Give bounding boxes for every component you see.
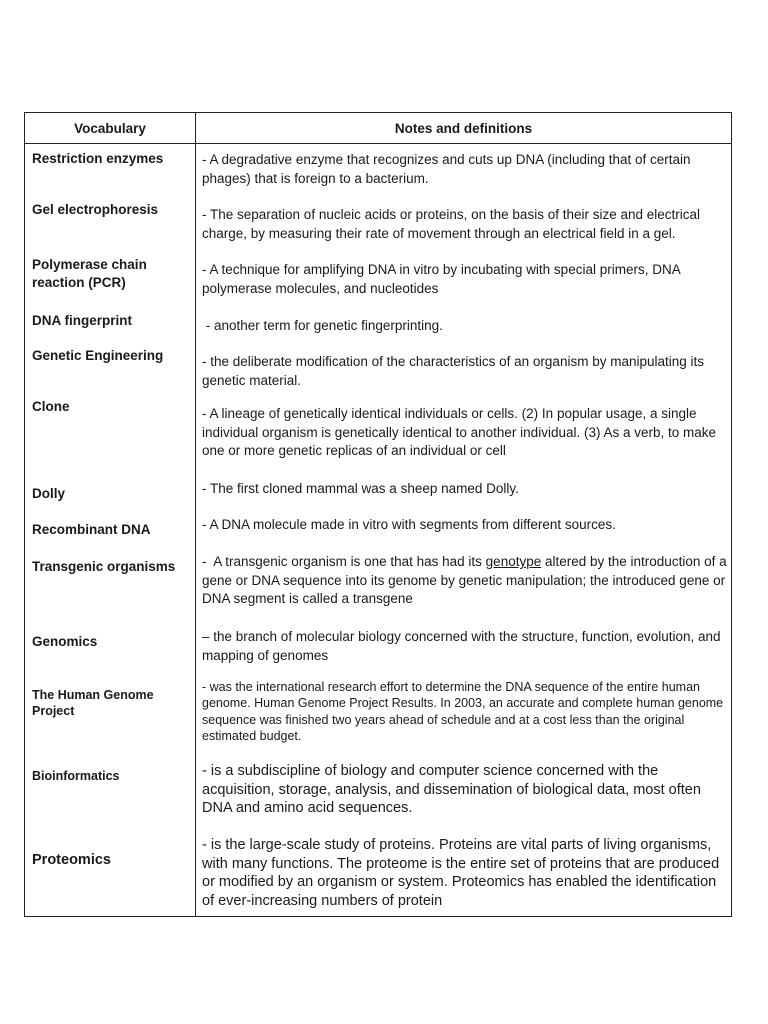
- definition-dna-fingerprint: - another term for genetic fingerprinting.: [202, 318, 443, 333]
- term-dolly: Dolly: [32, 486, 66, 501]
- term-restriction-enzymes: Restriction enzymes: [32, 151, 164, 166]
- definition-recombinant-dna: - A DNA molecule made in vitro with segments from different sources.: [202, 517, 616, 532]
- header-vocabulary: Vocabulary: [74, 120, 146, 136]
- term-clone: Clone: [32, 399, 70, 414]
- header-notes-and-definitions: Notes and definitions: [394, 120, 533, 136]
- vocabulary-table: [24, 112, 732, 917]
- column-divider: [195, 113, 196, 916]
- term-genomics: Genomics: [32, 634, 98, 649]
- term-human-genome-project: The Human Genome Project: [32, 688, 154, 718]
- definition-clone: - A lineage of genetically identical individuals or cells. (2) In popular usage, a single individual organism is genetically identical to another individual. (3) As a verb, to make one or more genetic replicas of an individual or cell: [202, 406, 717, 458]
- term-bioinformatics: Bioinformatics: [32, 769, 120, 783]
- term-dna-fingerprint: DNA fingerprint: [32, 313, 132, 328]
- term-genetic-engineering: Genetic Engineering: [32, 348, 164, 363]
- term-proteomics: Proteomics: [32, 852, 111, 868]
- definition-transgenic-organisms: [202, 553, 727, 609]
- term-transgenic-organisms: Transgenic organisms: [32, 559, 176, 574]
- definition-gel-electrophoresis: - The separation of nucleic acids or proteins, on the basis of their size and electrical charge, by measuring their rate of movement through an electrical field in a gel.: [202, 207, 701, 241]
- definition-polymerase-chain-reaction: - A technique for amplifying DNA in vitro by incubating with special primers, DNA polymerase molecules, and nucleotides: [202, 262, 680, 296]
- term-recombinant-dna: Recombinant DNA: [32, 522, 151, 537]
- term-gel-electrophoresis: Gel electrophoresis: [32, 202, 159, 217]
- definition-dolly: - The first cloned mammal was a sheep named Dolly.: [202, 481, 519, 496]
- definition-proteomics: - is the large-scale study of proteins. Proteins are vital parts of living organisms, with many functions. The proteome is the entire set of proteins that are produced or modified by an organism or system. Proteomics has enabled the identification of ever-increasing numbers of protein: [202, 837, 720, 910]
- definition-genetic-engineering: - the deliberate modification of the characteristics of an organism by manipulating its genetic material.: [202, 354, 705, 388]
- definition-human-genome-project: - was the international research effort to determine the DNA sequence of the entire human genome. Human Genome Project Results. In 2003, an accurate and complete human genome sequence was finished two years ahead of schedule and at a cost less than the original estimated budget.: [202, 680, 724, 743]
- definition-restriction-enzymes: - A degradative enzyme that recognizes and cuts up DNA (including that of certain phages) that is foreign to a bacterium.: [202, 152, 691, 186]
- definition-transgenic-text-end: altered by the introduction of a gene or DNA sequence into its genome by genetic manipulation; the introduced gene or DNA segment is called a transgene: [202, 554, 727, 606]
- genotype-link[interactable]: genotype: [485, 554, 542, 569]
- header-divider: [25, 143, 731, 144]
- definition-bioinformatics: - is a subdiscipline of biology and computer science concerned with the acquisition, storage, analysis, and dissemination of biological data, most often DNA and amino acid sequences.: [202, 763, 701, 817]
- definition-genomics: – the branch of molecular biology concerned with the structure, function, evolution, and mapping of genomes: [202, 629, 721, 663]
- definition-transgenic-text-start: - A transgenic organism is one that has had its: [202, 554, 486, 569]
- term-polymerase-chain-reaction: Polymerase chain reaction (PCR): [32, 257, 147, 290]
